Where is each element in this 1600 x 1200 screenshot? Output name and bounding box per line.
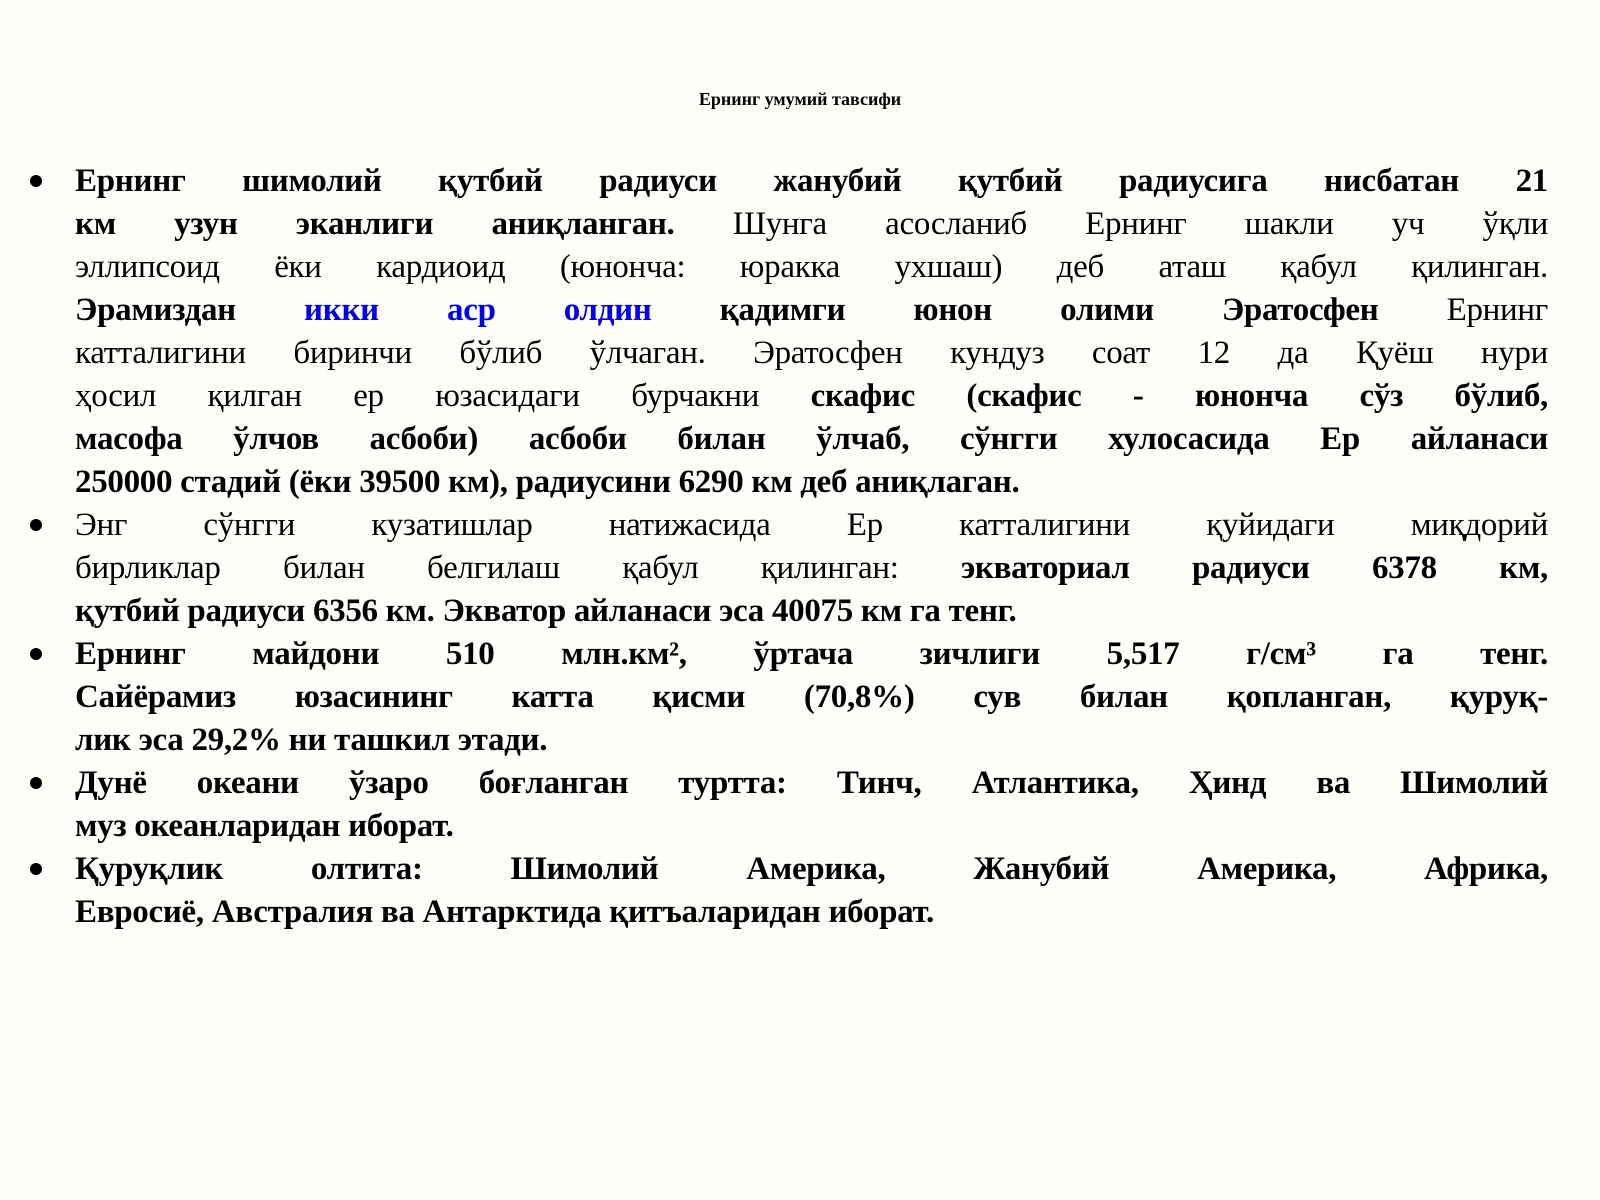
page-title: Ернинг умумий тавсифи [698, 89, 902, 109]
text-segment: ҳосил қилган ер юзасидаги бурчакни [75, 378, 811, 414]
text-segment: экваториал радиуси 6378 км, [960, 550, 1548, 586]
bullet-list [28, 160, 1548, 934]
text-segment: Ернинг майдони 510 млн.км², ўртача зичлиги 5,517 г/см³ га тенг. [75, 636, 1548, 672]
bullet-dot-icon [30, 777, 42, 789]
text-line [75, 633, 1548, 676]
bullet-dot-icon [30, 175, 42, 187]
highlighted-link-text[interactable]: икки аср олдин [304, 292, 652, 328]
text-line [75, 160, 1548, 203]
text-line [75, 461, 1548, 504]
text-line [75, 418, 1548, 461]
text-line [75, 246, 1548, 289]
text-segment: катталигини биринчи бўлиб ўлчаган. Эратосфен кундуз соат 12 да Қуёш нури [75, 335, 1548, 371]
text-segment: қадимги юнон олими Эратосфен [651, 292, 1379, 328]
text-segment: масофа ўлчов асбоби) асбоби билан ўлчаб, сўнгги хулосасида Ер айланаси [75, 421, 1548, 457]
text-segment: Сайёрамиз юзасининг катта қисми (70,8%) сув билан қопланган, қуруқ- [75, 679, 1548, 715]
text-line [75, 547, 1548, 590]
text-segment: бирликлар билан белгилаш қабул қилинган: [75, 550, 961, 586]
text-segment: Қуруқлик олтита: Шимолий Америка, Жанубий Америка, Африка, [75, 851, 1548, 887]
text-line [75, 762, 1548, 805]
text-line [75, 848, 1548, 891]
text-segment: Шунга асосланиб Ернинг шакли уч ўқли [674, 206, 1548, 242]
text-segment: 250000 стадий (ёки 39500 км), радиусини 6290 км деб аниқлаган. [75, 464, 1020, 500]
text-segment: эллипсоид ёки кардиоид (юнонча: юракка ухшаш) деб аташ қабул қилинган. [75, 249, 1548, 285]
text-segment: Эрамиздан [75, 292, 305, 328]
bullet-item [28, 504, 1548, 633]
text-segment: қутбий радиуси 6356 км. Экватор айланаси эса 40075 км га тенг. [75, 593, 1017, 629]
text-segment: Энг сўнгги кузатишлар натижасида Ер катталигини қуйидаги миқдорий [75, 507, 1548, 543]
text-segment: Ернинг шимолий қутбий радиуси жанубий қутбий радиусига нисбатан 21 [75, 163, 1548, 199]
text-line [75, 332, 1548, 375]
text-line [75, 805, 1548, 848]
text-line [75, 590, 1548, 633]
text-line [75, 719, 1548, 762]
text-line [75, 375, 1548, 418]
bullet-item [28, 762, 1548, 848]
bullet-dot-icon [30, 863, 42, 875]
text-segment: км узун эканлиги аниқланган. [75, 206, 675, 242]
text-segment: Дунё океани ўзаро боғланган туртта: Тинч, Атлантика, Ҳинд ва Шимолий [75, 765, 1548, 801]
bullet-dot-icon [30, 519, 42, 531]
bullet-item [28, 848, 1548, 934]
text-segment: муз океанларидан иборат. [75, 808, 454, 844]
text-line [75, 676, 1548, 719]
bullet-item [28, 160, 1548, 504]
text-line [75, 504, 1548, 547]
slide-page [0, 88, 1600, 1200]
text-segment: Евросиё, Австралия ва Антарктида қитъаларидан иборат. [75, 894, 934, 930]
text-line [75, 289, 1548, 332]
text-line [75, 891, 1548, 934]
bullet-dot-icon [30, 648, 42, 660]
text-segment: Ернинг [1378, 292, 1548, 328]
bullet-item [28, 633, 1548, 762]
text-segment: лик эса 29,2% ни ташкил этади. [75, 722, 548, 758]
text-segment: скафис (скафис - юнонча сўз бўлиб, [810, 378, 1548, 414]
text-line [75, 203, 1548, 246]
